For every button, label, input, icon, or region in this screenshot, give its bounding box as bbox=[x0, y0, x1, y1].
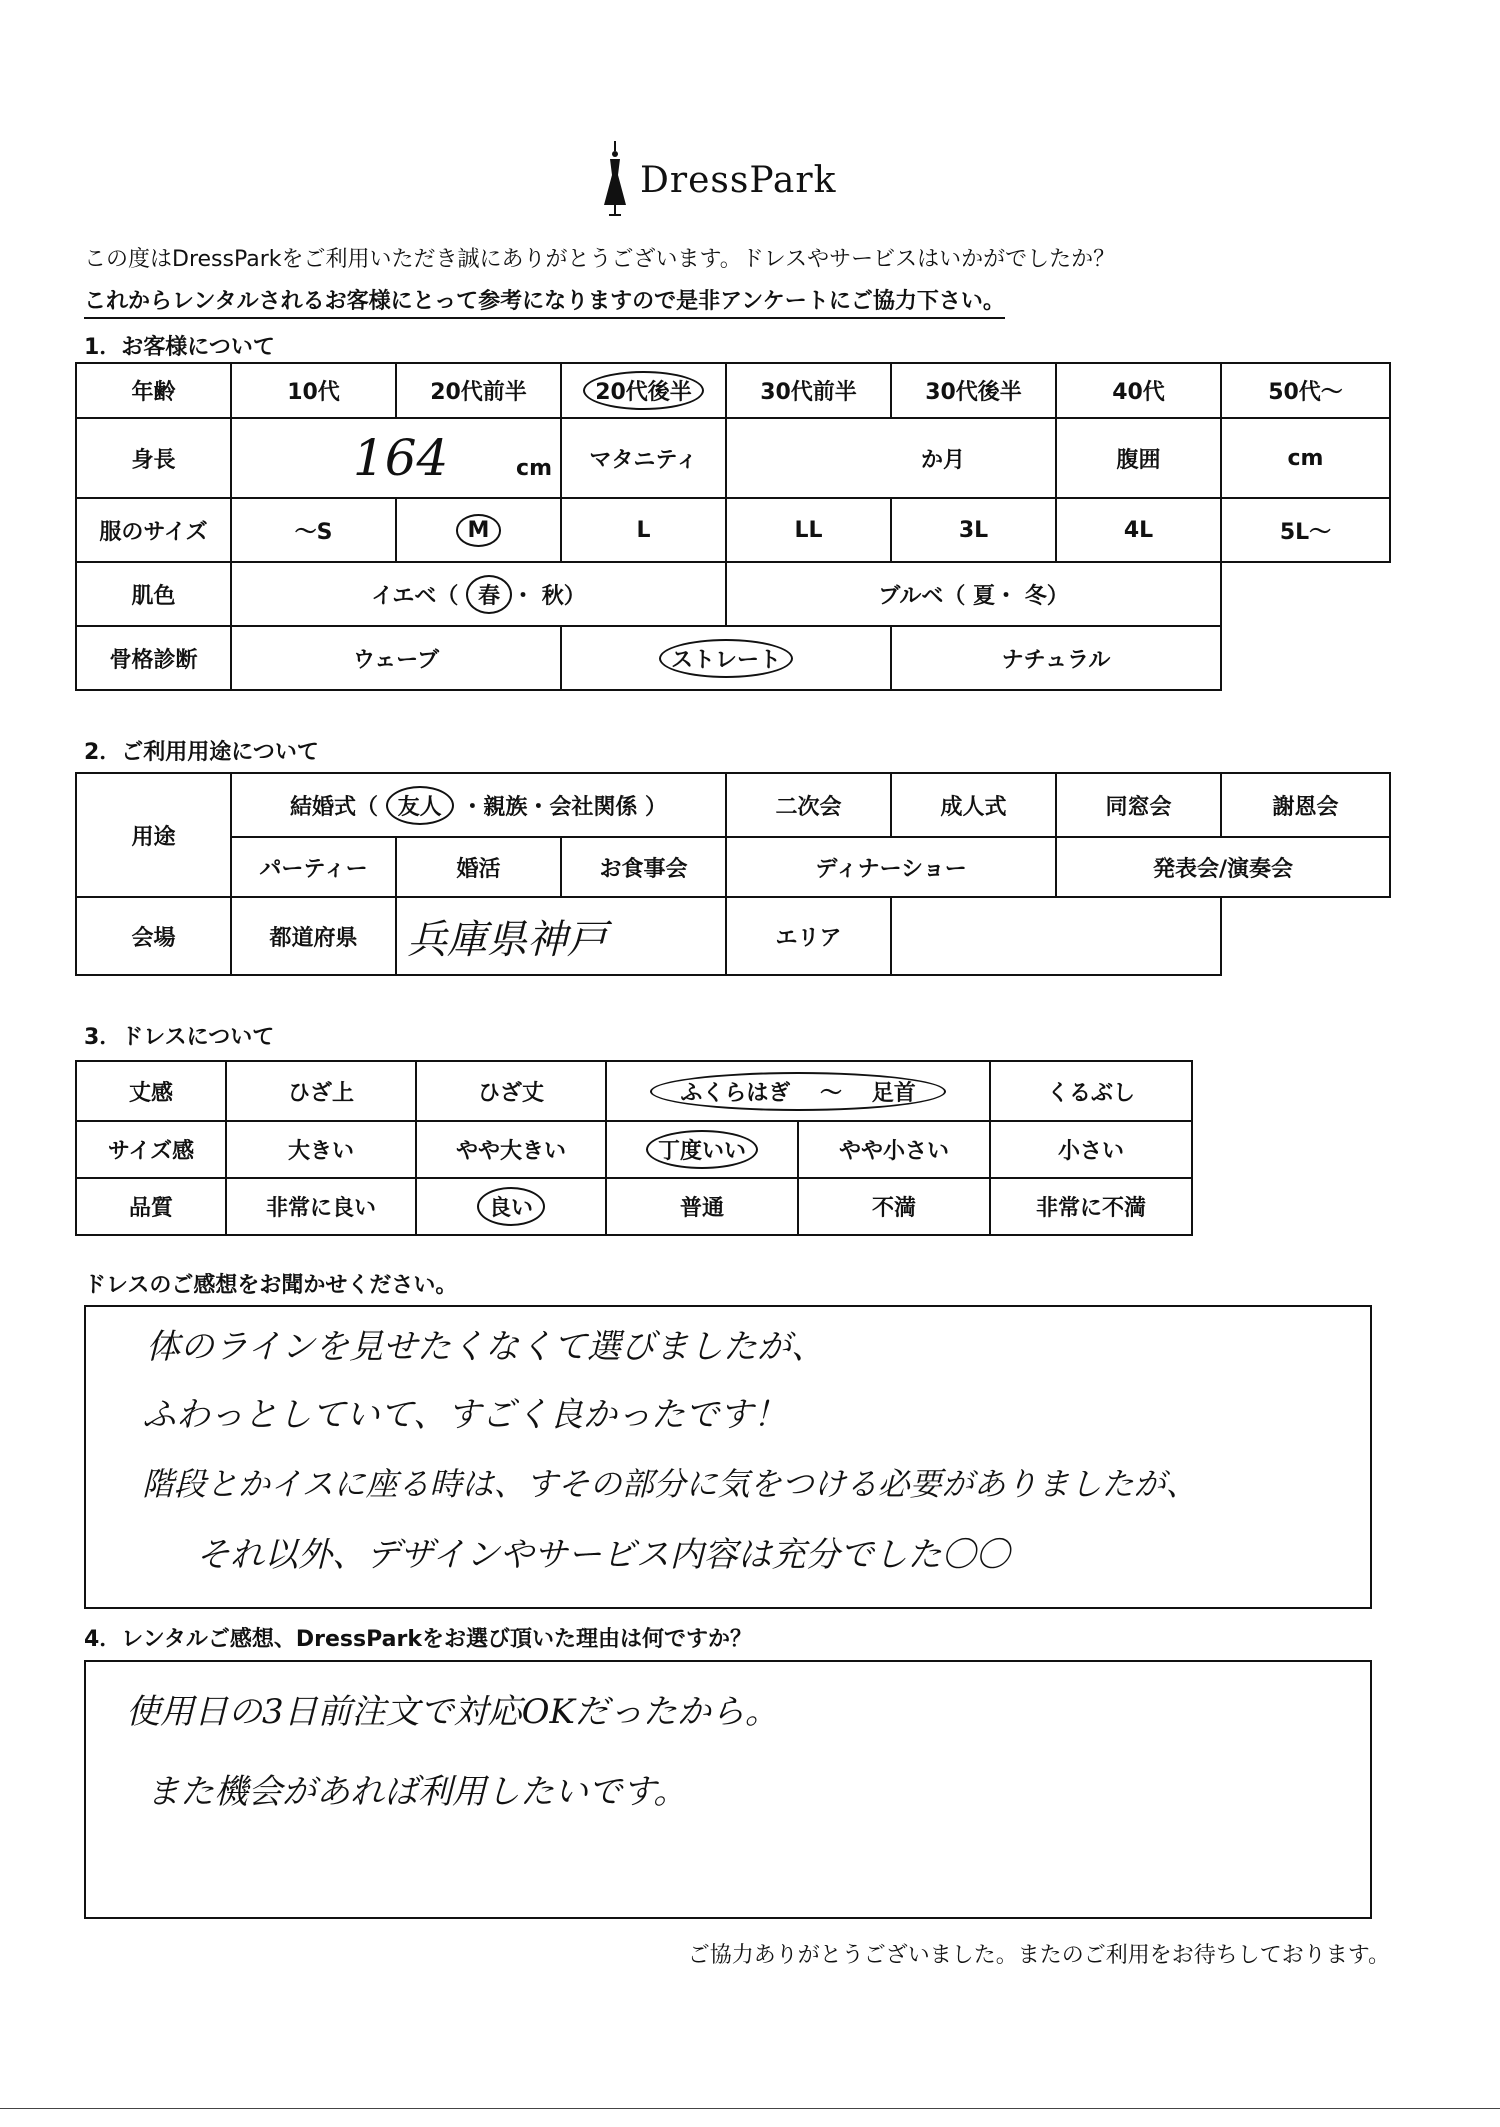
purpose-row-1 bbox=[76, 773, 1390, 837]
maternity-field[interactable] bbox=[726, 418, 1056, 498]
range-tilde: ～ bbox=[820, 1080, 843, 1106]
section2-title: 2．ご利用用途について bbox=[84, 740, 319, 765]
brand-name: DressPark bbox=[640, 159, 837, 201]
size-option-selected[interactable] bbox=[396, 498, 561, 562]
purpose-option[interactable]: 成人式 bbox=[891, 773, 1056, 837]
length-label: 丈感 bbox=[76, 1061, 226, 1121]
length-calf: ふくらはぎ bbox=[680, 1080, 791, 1106]
age-row bbox=[76, 363, 1390, 418]
body-type-row bbox=[76, 626, 1390, 690]
age-option[interactable]: 30代後半 bbox=[891, 363, 1056, 418]
fit-option[interactable]: やや大きい bbox=[416, 1121, 606, 1178]
fit-option[interactable]: 小さい bbox=[990, 1121, 1192, 1178]
age-option-selected[interactable] bbox=[561, 363, 726, 418]
purpose-option[interactable]: 謝恩会 bbox=[1221, 773, 1390, 837]
area-field[interactable] bbox=[891, 897, 1221, 975]
length-ankle: 足首 bbox=[871, 1080, 916, 1106]
height-value: 164 bbox=[352, 429, 449, 487]
selection-circle: 丁度いい bbox=[646, 1130, 758, 1169]
prefecture-field[interactable] bbox=[396, 897, 726, 975]
height-row bbox=[76, 418, 1390, 498]
bottom-divider bbox=[0, 2108, 1500, 2109]
body-type-label: 骨格診断 bbox=[76, 626, 231, 690]
age-option[interactable]: 40代 bbox=[1056, 363, 1221, 418]
purpose-option[interactable]: ディナーショー bbox=[726, 837, 1056, 897]
waist-label: 腹囲 bbox=[1056, 418, 1221, 498]
size-option[interactable]: ～S bbox=[231, 498, 396, 562]
wedding-option[interactable]: 結婚式（ 友人 ・親族・会社関係 ） bbox=[231, 773, 726, 837]
height-unit: cm bbox=[516, 456, 552, 481]
blue-base-option[interactable]: ブルベ（ 夏・ 冬） bbox=[726, 562, 1221, 626]
summer-option[interactable]: 夏 bbox=[973, 583, 996, 609]
height-label: 身長 bbox=[76, 418, 231, 498]
age-label: 年齢 bbox=[76, 363, 231, 418]
selection-circle: 20代後半 bbox=[583, 371, 704, 410]
length-option[interactable]: くるぶし bbox=[990, 1061, 1192, 1121]
waist-field[interactable] bbox=[1221, 418, 1390, 498]
purpose-option[interactable]: 発表会/演奏会 bbox=[1056, 837, 1390, 897]
impression-line: 体のラインを見せたくなくて選びましたが、 bbox=[146, 1327, 825, 1367]
purpose-option[interactable]: 同窓会 bbox=[1056, 773, 1221, 837]
dress-icon bbox=[600, 141, 630, 219]
quality-row bbox=[76, 1178, 1192, 1235]
winter-option[interactable]: 冬 bbox=[1024, 583, 1047, 609]
yellow-base-option[interactable]: イエベ（ 春 ・ 秋） bbox=[231, 562, 726, 626]
impression-line: ふわっとしていて、すごく良かったです！ bbox=[142, 1395, 787, 1435]
empty-cell bbox=[1221, 626, 1390, 690]
customer-table bbox=[75, 362, 1391, 691]
quality-option[interactable]: 非常に不満 bbox=[990, 1178, 1192, 1235]
age-option[interactable]: 10代 bbox=[231, 363, 396, 418]
skin-row bbox=[76, 562, 1390, 626]
empty-cell bbox=[1221, 897, 1390, 975]
maternity-unit: か月 bbox=[920, 447, 965, 473]
wedding-label: 結婚式 bbox=[289, 794, 356, 820]
size-option[interactable]: 3L bbox=[891, 498, 1056, 562]
fit-option[interactable]: 大きい bbox=[226, 1121, 416, 1178]
prefecture-label: 都道府県 bbox=[231, 897, 396, 975]
height-field[interactable] bbox=[231, 418, 561, 498]
skin-label: 肌色 bbox=[76, 562, 231, 626]
area-label: エリア bbox=[726, 897, 891, 975]
size-option[interactable]: L bbox=[561, 498, 726, 562]
brand-logo bbox=[600, 140, 836, 220]
empty-cell bbox=[1221, 562, 1390, 626]
body-type-option[interactable]: ウェーブ bbox=[231, 626, 561, 690]
quality-option[interactable]: 非常に良い bbox=[226, 1178, 416, 1235]
autumn-option[interactable]: 秋 bbox=[541, 583, 564, 609]
impressions-textarea[interactable] bbox=[84, 1305, 1372, 1609]
size-row bbox=[76, 498, 1390, 562]
body-type-option[interactable]: ナチュラル bbox=[891, 626, 1221, 690]
length-row bbox=[76, 1061, 1192, 1121]
fit-label: サイズ感 bbox=[76, 1121, 226, 1178]
age-option[interactable]: 20代前半 bbox=[396, 363, 561, 418]
age-option[interactable]: 30代前半 bbox=[726, 363, 891, 418]
fit-row bbox=[76, 1121, 1192, 1178]
intro-text: この度はDressParkをご利用いただき誠にありがとうございます。ドレスやサービスはいかがでしたか？ bbox=[84, 247, 1116, 272]
quality-option[interactable]: 不満 bbox=[798, 1178, 990, 1235]
size-option[interactable]: 4L bbox=[1056, 498, 1221, 562]
size-label: 服のサイズ bbox=[76, 498, 231, 562]
purpose-table bbox=[75, 772, 1391, 976]
wedding-others: ・親族・会社関係 ） bbox=[461, 794, 668, 820]
selection-circle bbox=[650, 1072, 945, 1111]
venue-row bbox=[76, 897, 1390, 975]
selection-circle: M bbox=[456, 514, 502, 547]
age-option[interactable]: 50代～ bbox=[1221, 363, 1390, 418]
reason-textarea[interactable] bbox=[84, 1660, 1372, 1919]
impression-line: それ以外、デザインやサービス内容は充分でした〇〇 bbox=[196, 1535, 1010, 1575]
purpose-label: 用途 bbox=[76, 773, 231, 897]
section4-title: 4．レンタルご感想、DressParkをお選び頂いた理由は何ですか？ bbox=[84, 1627, 752, 1652]
length-option-selected[interactable] bbox=[606, 1061, 990, 1121]
section1-title: 1．お客様について bbox=[84, 335, 275, 360]
quality-option[interactable]: 普通 bbox=[606, 1178, 798, 1235]
yellow-base-label: イエベ bbox=[371, 583, 437, 609]
selection-circle: 良い bbox=[477, 1187, 545, 1226]
size-option[interactable]: 5L～ bbox=[1221, 498, 1390, 562]
size-option[interactable]: LL bbox=[726, 498, 891, 562]
prefecture-value: 兵庫県神戸 bbox=[407, 916, 607, 963]
selection-circle: ストレート bbox=[659, 639, 793, 678]
venue-label: 会場 bbox=[76, 897, 231, 975]
dress-table bbox=[75, 1060, 1193, 1236]
fit-option-selected[interactable] bbox=[606, 1121, 798, 1178]
purpose-option[interactable]: 二次会 bbox=[726, 773, 891, 837]
footer-thanks: ご協力ありがとうございました。またのご利用をお待ちしております。 bbox=[687, 1943, 1390, 1968]
purpose-option[interactable]: 婚活 bbox=[396, 837, 561, 897]
waist-unit: cm bbox=[1287, 445, 1324, 471]
reason-line: また機会があれば利用したいです。 bbox=[146, 1772, 688, 1812]
length-option[interactable]: ひざ上 bbox=[226, 1061, 416, 1121]
section3-title: 3．ドレスについて bbox=[84, 1025, 275, 1050]
purpose-option[interactable]: パーティー bbox=[231, 837, 396, 897]
purpose-row-2 bbox=[76, 837, 1390, 897]
impressions-title: ドレスのご感想をお聞かせください。 bbox=[84, 1273, 458, 1298]
quality-label: 品質 bbox=[76, 1178, 226, 1235]
purpose-option[interactable]: お食事会 bbox=[561, 837, 726, 897]
selection-circle: 春 bbox=[466, 575, 512, 614]
fit-option[interactable]: やや小さい bbox=[798, 1121, 990, 1178]
quality-option-selected[interactable] bbox=[416, 1178, 606, 1235]
blue-base-label: ブルベ bbox=[878, 583, 944, 609]
maternity-label: マタニティ bbox=[561, 418, 726, 498]
length-option[interactable]: ひざ丈 bbox=[416, 1061, 606, 1121]
reason-line: 使用日の3日前注文で対応OKだったから。 bbox=[126, 1692, 779, 1732]
body-type-option-selected[interactable] bbox=[561, 626, 891, 690]
selection-circle: 友人 bbox=[386, 786, 454, 825]
intro-request: これからレンタルされるお客様にとって参考になりますので是非アンケートにご協力下さい。 bbox=[84, 284, 1005, 319]
impression-line: 階段とかイスに座る時は、すその部分に気をつける必要がありましたが、 bbox=[142, 1465, 1198, 1503]
